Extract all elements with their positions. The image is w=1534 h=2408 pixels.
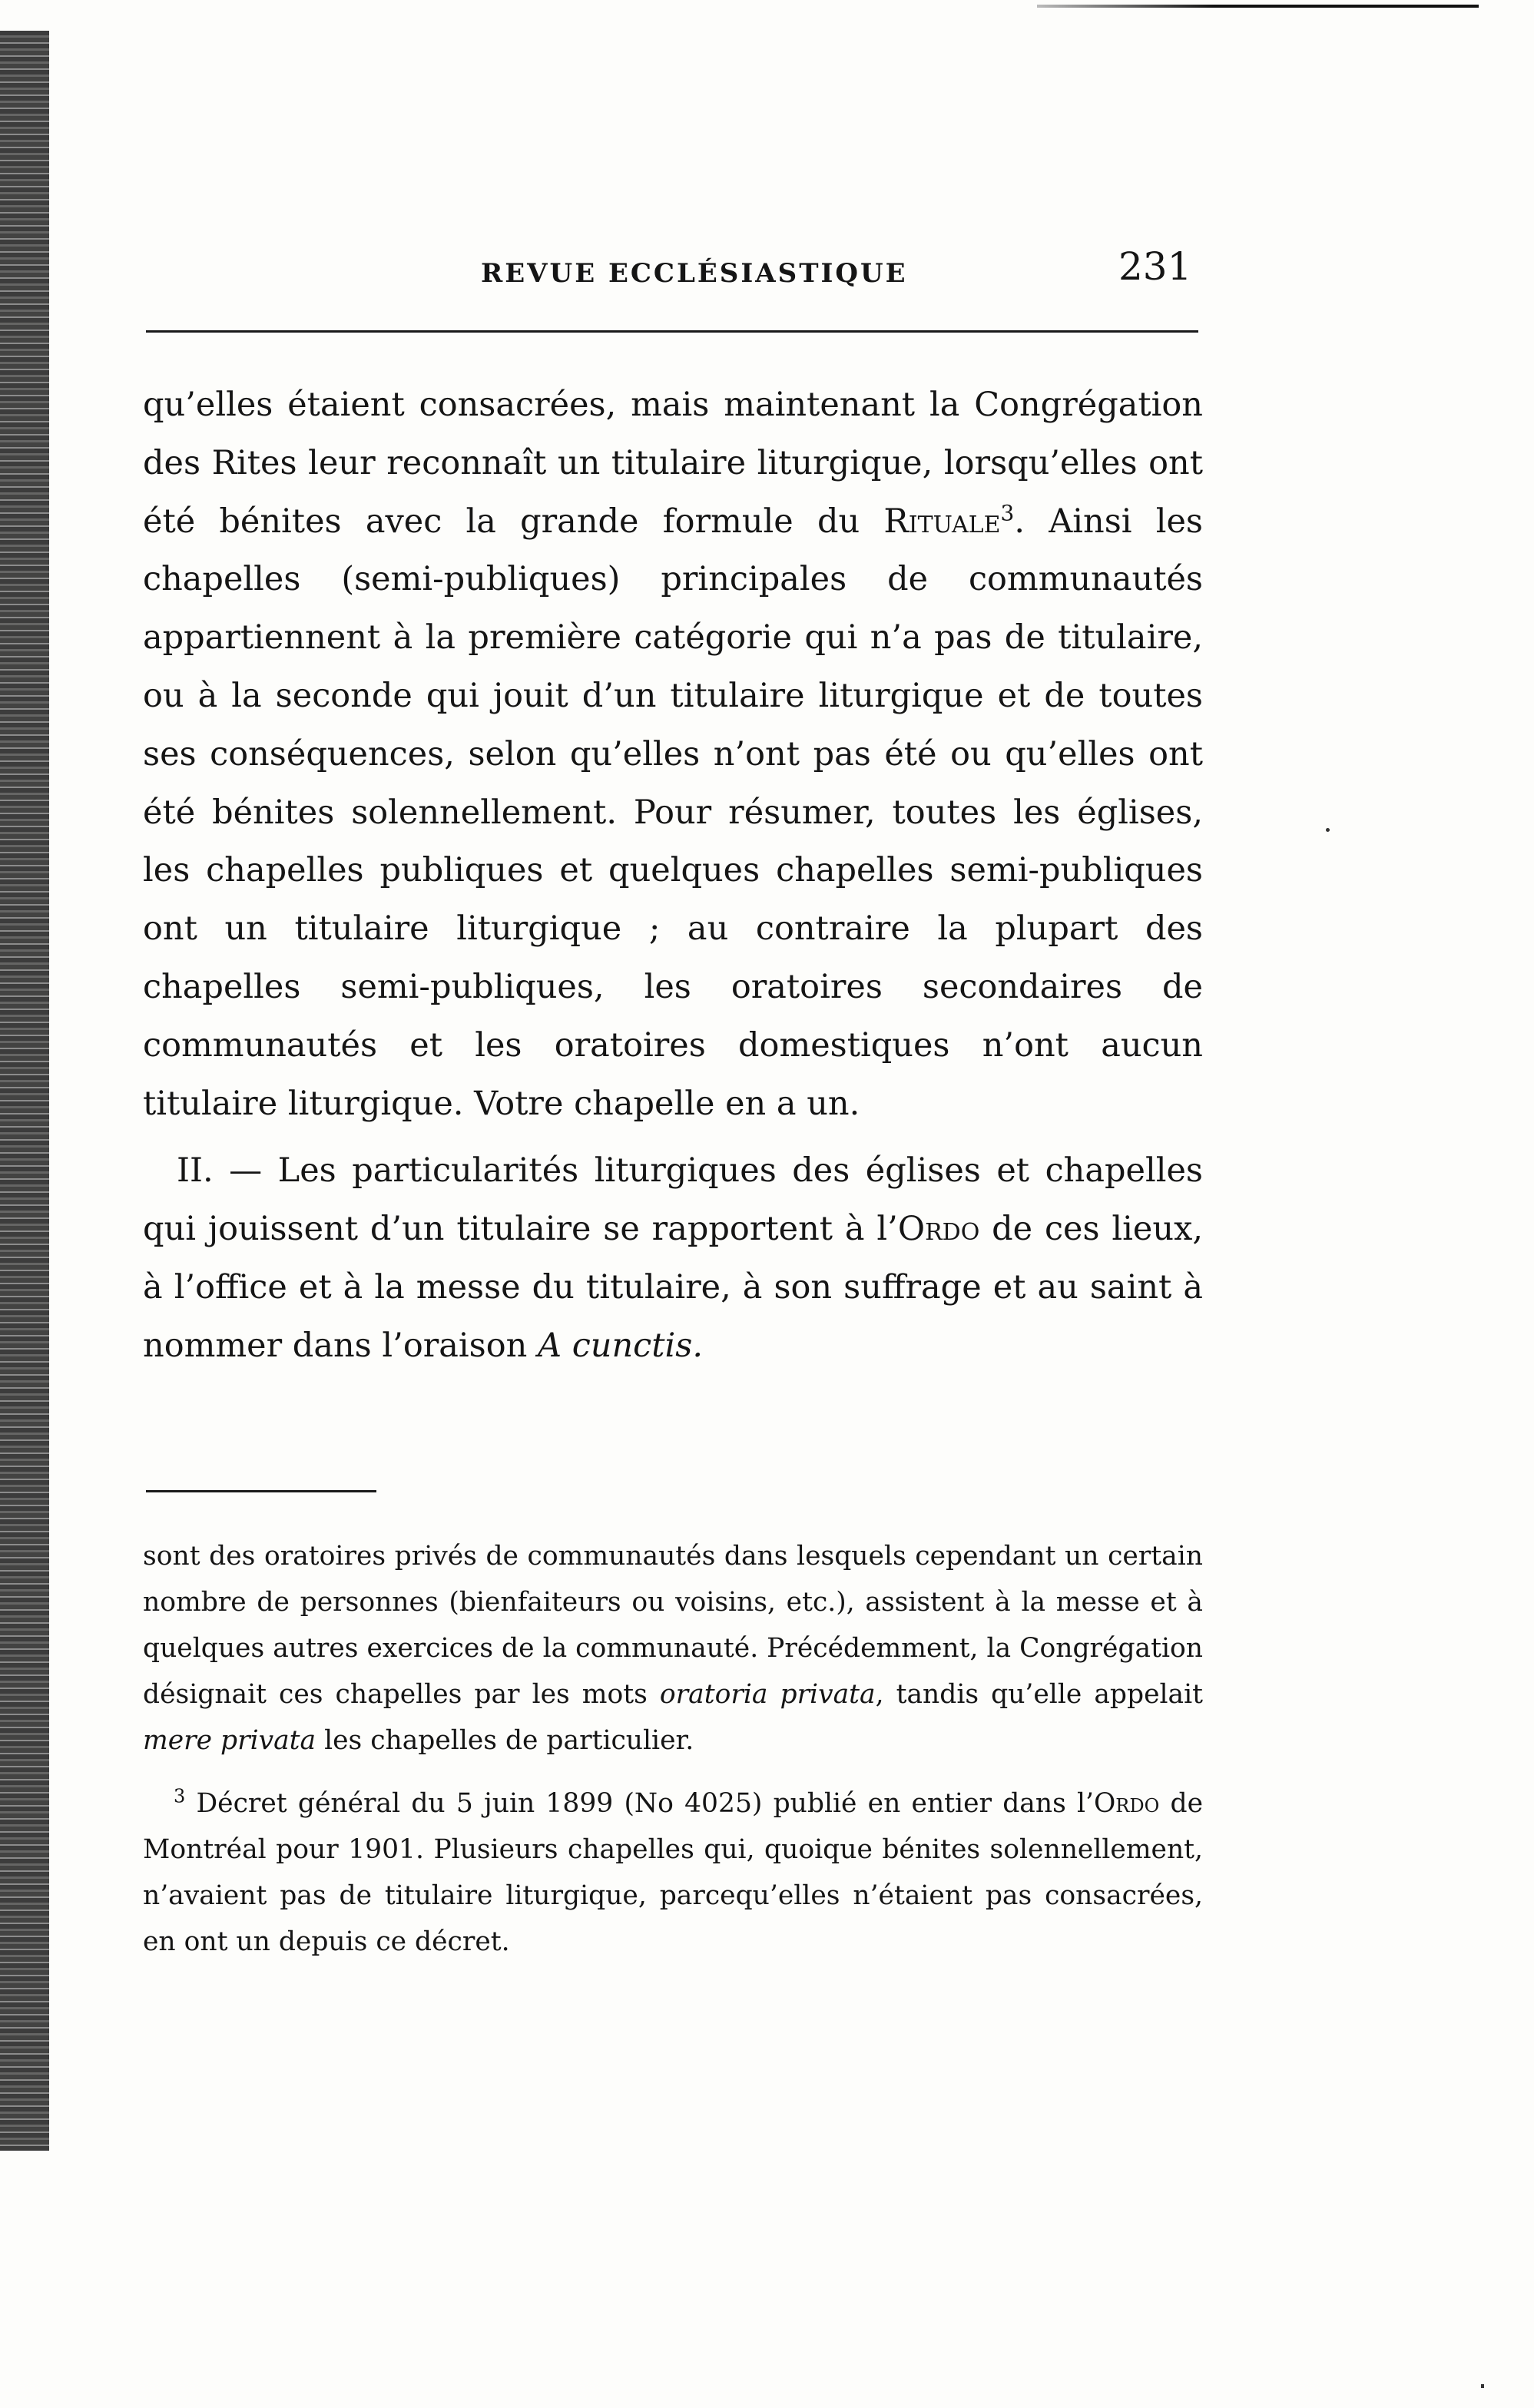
footnote-3-mark: 3	[174, 1785, 186, 1807]
paragraph-2-text-b: de ces lieux, à l’office et à la messe du titulaire, à son suffrage et au saint à nommer dans l’oraison	[143, 1210, 1203, 1365]
page-number: 231	[1118, 244, 1192, 289]
footnote-separator	[146, 1490, 376, 1492]
main-text	[143, 376, 1203, 1376]
footnote-ordo-term: Ordo	[1094, 1788, 1160, 1819]
footnote-ref-3: 3	[1000, 500, 1015, 526]
footnote-cont-text-b: , tandis qu’elle appelait	[875, 1679, 1203, 1710]
print-speck	[1326, 828, 1330, 832]
paragraph-2	[143, 1142, 1203, 1375]
footnotes	[143, 1533, 1203, 1965]
footnote-3	[143, 1780, 1203, 1965]
footnote-cont-text-c: les chapelles de particulier.	[316, 1725, 694, 1756]
ordo-term: Ordo	[897, 1210, 980, 1249]
footnote-3-text-a: Décret général du 5 juin 1899 (No 4025) publié en entier dans l’	[185, 1788, 1094, 1819]
footnote-italic-oratoria: oratoria privata	[659, 1679, 876, 1710]
page-top-edge	[1037, 5, 1479, 8]
footnote-italic-mere: mere privata	[143, 1725, 316, 1756]
a-cunctis-term: A cunctis.	[537, 1326, 704, 1365]
footnote-3-text-b: de Montréal pour 1901. Plusieurs chapelles qui, quoique bénites solennellement, n’avaient pas de titulaire liturgique, parcequ’elles n’étaient pas consacrées, en ont un depuis ce décret.	[143, 1788, 1204, 1957]
header-rule	[146, 330, 1198, 333]
paragraph-2-text-a: II. — Les particularités liturgiques des églises et chapelles qui jouissent d’un titulaire se rapportent à l’	[143, 1151, 1203, 1249]
footnote-continuation	[143, 1533, 1203, 1764]
paragraph-1-text-b: . Ainsi les chapelles (semi-publiques) principales de communautés appartiennent à la première catégorie qui n’a pas de titulaire, ou à la seconde qui jouit d’un titulaire liturgique et de toutes ses conséquences, selon qu’elles n’ont pas été ou qu’elles ont été bénites solennellement. Pour résumer, toutes les églises, les chapelles publiques et quelques chapelles semi-publiques ont un titulaire liturgique ; au contraire la plupart des chapelles semi-publiques, les oratoires secondaires de communautés et les oratoires domestiques n’ont aucun titulaire liturgique. Votre chapelle en a un.	[143, 502, 1204, 1123]
running-title: REVUE ECCLÉSIASTIQUE	[481, 258, 908, 289]
paragraph-1-text-a: qu’elles étaient consacrées, mais maintenant la Congrégation des Rites leur reconnaît un titulaire liturgique, lorsqu’elles ont été bénites avec la grande formule du	[143, 386, 1203, 541]
paragraph-1	[143, 376, 1203, 1133]
gutter-edge	[49, 31, 55, 2151]
print-speck	[1481, 2384, 1484, 2388]
rituale-term: Rituale	[883, 502, 1001, 541]
footnote-cont-text-a: sont des oratoires privés de communautés dans lesquels cependant un certain nombre de personnes (bienfaiteurs ou voisins, etc.), assistent à la messe et à quelques autres exercices de la communauté. Précédemment, la Congrégation désignait ces chapelles par les mots	[143, 1541, 1203, 1710]
book-spine-shadow	[0, 31, 55, 2151]
